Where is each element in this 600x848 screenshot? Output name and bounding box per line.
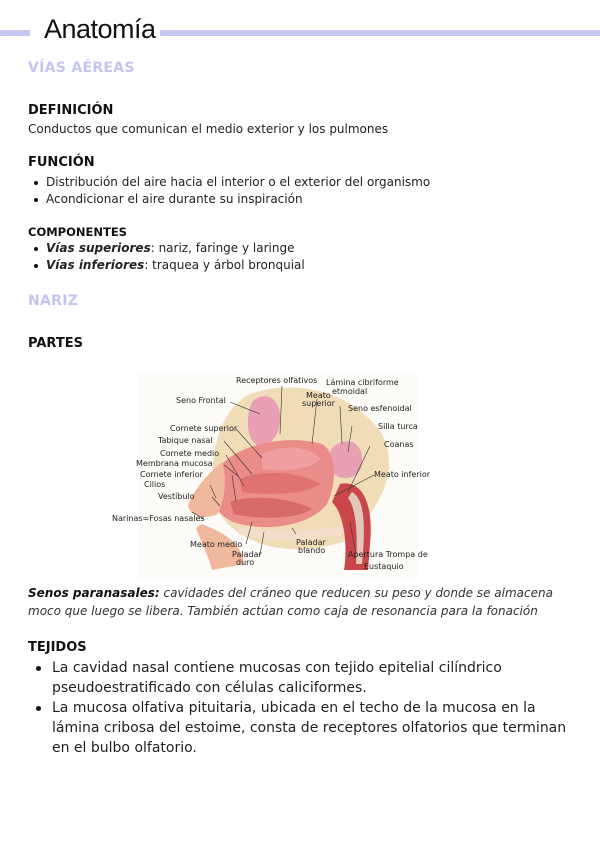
label-seno-esfenoidal: Seno esfenoidal — [348, 404, 412, 413]
list-item: La mucosa olfativa pituitaria, ubicada en el techo de la mucosa en la lámina cribosa del estoime, consta de receptores olfatorios que terminan en el bulbo olfatorio. — [28, 698, 578, 758]
funcion-list — [28, 174, 430, 208]
label-paladar-blando-2: blando — [298, 546, 326, 555]
label-meato-medio: Meato medio — [190, 540, 243, 549]
label-meato-superior-1: Meato — [306, 391, 331, 400]
list-item: La cavidad nasal contiene mucosas con tejido epitelial cilíndrico pseudoestratificado con células caliciformes. — [28, 658, 578, 698]
page-header — [0, 14, 600, 50]
label-meato-inferior: Meato inferior — [374, 470, 431, 479]
label-paladar-duro-2: duro — [236, 558, 255, 567]
label-seno-frontal: Seno Frontal — [176, 396, 226, 405]
label-cornete-superior: Cornete superior — [170, 424, 238, 433]
componentes-list — [28, 240, 305, 274]
label-tabique-nasal: Tabique nasal — [158, 436, 213, 445]
header-bar-right — [160, 30, 600, 36]
label-coanas: Coanas — [384, 440, 414, 449]
heading-partes: PARTES — [28, 336, 83, 351]
term-desc: : traquea y árbol bronquial — [144, 258, 305, 272]
heading-tejidos: TEJIDOS — [28, 640, 87, 655]
label-lamina: Lámina cibriforme — [326, 378, 399, 387]
heading-componentes: COMPONENTES — [28, 225, 127, 239]
tejidos-list — [28, 658, 578, 758]
list-item — [28, 257, 305, 274]
label-cornete-inferior: Cornete inferior — [140, 470, 203, 479]
term: Vías superiores — [46, 241, 151, 255]
heading-funcion: FUNCIÓN — [28, 155, 95, 170]
label-paladar-blando-1: Paladar — [296, 538, 326, 547]
label-cornete-medio: Cornete medio — [160, 449, 220, 458]
label-paladar-duro-1: Paladar — [232, 550, 262, 559]
label-apertura-trompa-2: Eustaquio — [364, 562, 404, 571]
list-item: Acondicionar el aire durante su inspiración — [28, 191, 430, 208]
section-vias-aereas: VÍAS AÉREAS — [28, 60, 135, 76]
nose-anatomy-figure — [112, 374, 442, 578]
label-narinas: Narinas=Fosas nasales — [112, 514, 205, 523]
label-receptores: Receptores olfativos — [236, 376, 318, 385]
label-silla-turca: Silla turca — [378, 422, 418, 431]
label-apertura-trompa-1: Apertura Trompa de — [348, 550, 428, 559]
label-meato-superior-2: superior — [302, 399, 335, 408]
label-cilios: Cilios — [144, 480, 166, 489]
term-desc: : nariz, faringe y laringe — [150, 241, 295, 255]
label-etmoidal: etmoidal — [332, 387, 368, 396]
caption-term: Senos paranasales: — [28, 586, 160, 600]
label-vestibulo: Vestíbulo — [158, 492, 195, 501]
definicion-text: Conductos que comunican el medio exterior y los pulmones — [28, 122, 389, 136]
caption-text: cavidades del cráneo que reducen su peso y donde se almacena moco que luego se libera. También actúan como caja de resonancia para la fonación — [28, 586, 553, 618]
label-membrana-mucosa: Membrana mucosa — [136, 459, 213, 468]
term: Vías inferiores — [46, 258, 145, 272]
senos-caption — [28, 584, 588, 620]
heading-definicion: DEFINICIÓN — [28, 103, 114, 118]
section-nariz: NARIZ — [28, 293, 79, 309]
list-item: Distribución del aire hacia el interior o el exterior del organismo — [28, 174, 430, 191]
page-title: Anatomía — [44, 14, 156, 44]
header-bar-left — [0, 30, 30, 36]
list-item — [28, 240, 305, 257]
